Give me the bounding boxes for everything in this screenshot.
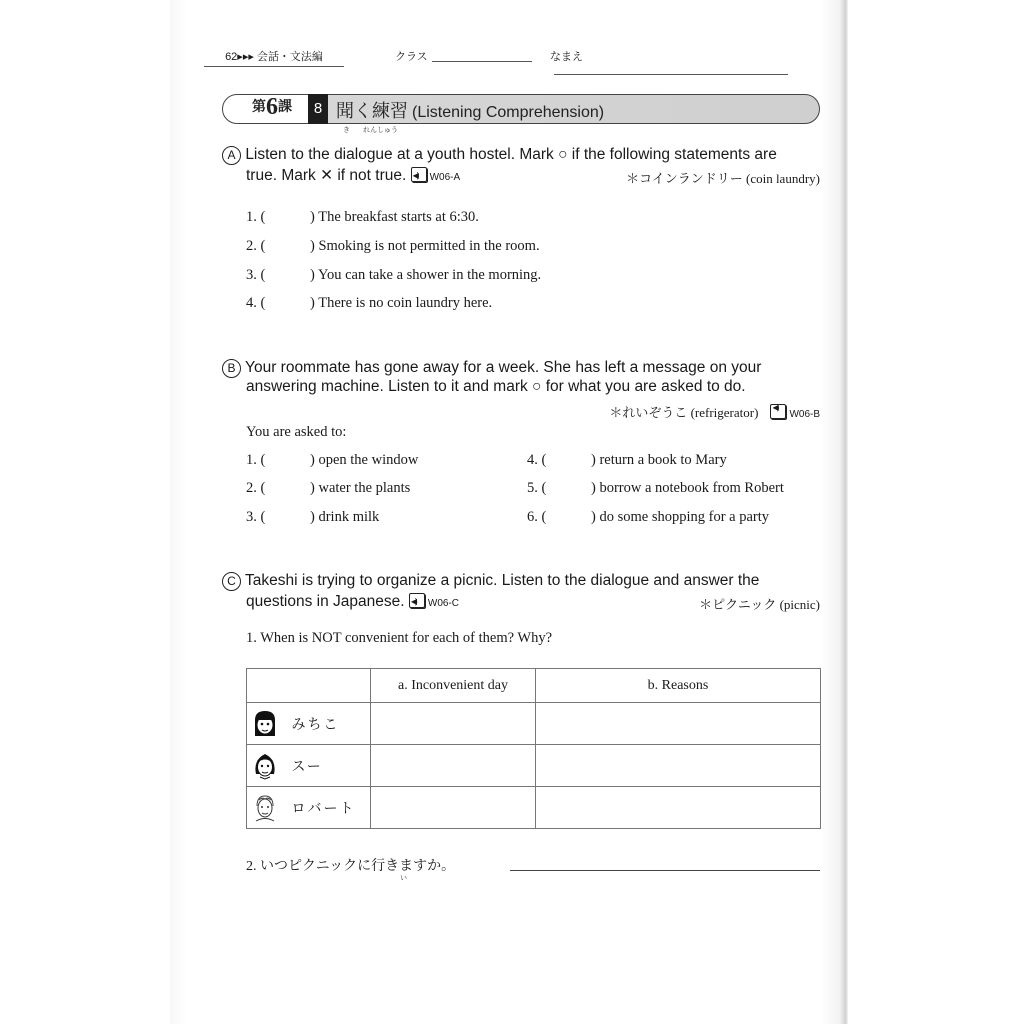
person-name: ロバート bbox=[291, 801, 356, 817]
item-number: 1. ( bbox=[246, 209, 266, 225]
statement-text: The breakfast starts at 6:30. bbox=[318, 209, 479, 225]
table-header-reasons: b. Reasons bbox=[536, 669, 821, 703]
task-text: return a book to Mary bbox=[599, 452, 727, 468]
section-b-line1: Your roommate has gone away for a week. She has left a message on your bbox=[245, 359, 762, 376]
section-b-note-row bbox=[609, 402, 820, 422]
item-number: 6. ( bbox=[527, 509, 547, 525]
lesson-suffix: 課 bbox=[278, 98, 292, 114]
list-item bbox=[246, 480, 410, 497]
reason-cell[interactable] bbox=[536, 703, 821, 745]
title-jp: 聞く練習 bbox=[336, 101, 408, 121]
list-item bbox=[527, 509, 769, 526]
lesson-banner bbox=[222, 94, 820, 124]
banner-title bbox=[336, 97, 604, 123]
list-item bbox=[527, 452, 727, 469]
item-number: 3. ( bbox=[246, 267, 266, 283]
book-spine-shadow bbox=[820, 0, 848, 1024]
answer-table bbox=[246, 668, 821, 829]
answer-blank[interactable]: ) bbox=[310, 238, 315, 254]
list-item bbox=[246, 209, 479, 226]
track-c: W06-C bbox=[427, 598, 459, 609]
page-book-label: 62▸▸▸ 会話・文法編 bbox=[204, 48, 344, 67]
statement-text: There is no coin laundry here. bbox=[318, 295, 493, 311]
audio-speaker-icon[interactable] bbox=[770, 404, 786, 419]
name-label: なまえ bbox=[550, 51, 583, 63]
answer-blank[interactable]: ) bbox=[310, 452, 315, 468]
section-a-line1: Listen to the dialogue at a youth hostel. Mark ○ if the following statements are bbox=[245, 146, 777, 163]
table-row bbox=[247, 703, 821, 745]
section-b-note: ＊れいぞうこ (refrigerator) bbox=[609, 405, 759, 420]
item-number: 3. ( bbox=[246, 509, 266, 525]
task-text: drink milk bbox=[318, 509, 380, 525]
task-text: water the plants bbox=[318, 480, 411, 496]
running-header bbox=[200, 48, 820, 68]
track-b: W06-B bbox=[789, 409, 820, 420]
question-2: 2. いつピクニックに行きますか。 bbox=[246, 859, 456, 874]
table-header-day: a. Inconvenient day bbox=[371, 669, 536, 703]
item-number: 4. ( bbox=[246, 295, 266, 311]
section-a-instruction bbox=[222, 145, 822, 165]
section-a-line2-row bbox=[246, 166, 460, 188]
lesson-prefix: 第 bbox=[252, 98, 266, 114]
answer-blank[interactable]: ) bbox=[310, 209, 315, 225]
answer-blank[interactable]: ) bbox=[310, 295, 315, 311]
lesson-number: 6 bbox=[266, 94, 278, 120]
statement-text: Smoking is not permitted in the room. bbox=[318, 238, 540, 254]
answer-blank[interactable]: ) bbox=[310, 480, 315, 496]
person-cell bbox=[247, 703, 371, 745]
inconvenient-day-cell[interactable] bbox=[371, 787, 536, 829]
list-item bbox=[527, 480, 784, 497]
name-input-line[interactable] bbox=[554, 74, 788, 75]
page-edge-shadow bbox=[170, 0, 188, 1024]
item-number: 2. ( bbox=[246, 238, 266, 254]
reason-cell[interactable] bbox=[536, 745, 821, 787]
furigana-renshu: れんしゅう bbox=[363, 126, 398, 134]
class-label: クラス bbox=[395, 51, 428, 63]
audio-speaker-icon[interactable] bbox=[409, 593, 425, 608]
table-row bbox=[247, 745, 821, 787]
item-number: 5. ( bbox=[527, 480, 547, 496]
person-cell bbox=[247, 787, 371, 829]
item-number: 2. ( bbox=[246, 480, 266, 496]
robert-face-icon bbox=[252, 794, 278, 822]
answer-blank[interactable]: ) bbox=[310, 267, 315, 283]
sue-face-icon bbox=[252, 752, 278, 780]
q2-furigana: い bbox=[400, 874, 407, 882]
answer-blank[interactable]: ) bbox=[591, 452, 596, 468]
answer-blank[interactable]: ) bbox=[591, 509, 596, 525]
lesson-label bbox=[252, 96, 292, 118]
table-row bbox=[247, 787, 821, 829]
name-field bbox=[550, 48, 820, 76]
section-c-line2: questions in Japanese. bbox=[246, 593, 405, 610]
section-b-instruction bbox=[222, 358, 822, 378]
section-c-note: ＊ピクニック (picnic) bbox=[699, 597, 820, 612]
person-name: スー bbox=[291, 759, 323, 775]
section-c-instruction bbox=[222, 571, 822, 591]
section-a-note: ＊コインランドリー (coin laundry) bbox=[626, 171, 820, 186]
reason-cell[interactable] bbox=[536, 787, 821, 829]
task-text: borrow a notebook from Robert bbox=[599, 480, 784, 496]
michiko-face-icon bbox=[252, 710, 278, 738]
task-text: open the window bbox=[318, 452, 419, 468]
section-a-letter: A bbox=[222, 146, 241, 165]
section-a-line2: true. Mark ✕ if not true. bbox=[246, 167, 407, 184]
list-item bbox=[246, 295, 492, 312]
section-c-line2-row bbox=[246, 592, 459, 614]
inconvenient-day-cell[interactable] bbox=[371, 745, 536, 787]
answer-blank[interactable]: ) bbox=[591, 480, 596, 496]
title-en: (Listening Comprehension) bbox=[412, 104, 605, 121]
furigana-ki: き bbox=[343, 126, 350, 134]
audio-speaker-icon[interactable] bbox=[411, 167, 427, 182]
class-field bbox=[395, 48, 532, 64]
item-number: 1. ( bbox=[246, 452, 266, 468]
section-number-box: 8 bbox=[308, 94, 328, 124]
class-input-line[interactable] bbox=[432, 61, 532, 62]
question-1: 1. When is NOT convenient for each of them? Why? bbox=[246, 630, 553, 646]
item-number: 4. ( bbox=[527, 452, 547, 468]
list-item bbox=[246, 267, 541, 284]
person-cell bbox=[247, 745, 371, 787]
list-item bbox=[246, 452, 418, 469]
statement-text: You can take a shower in the morning. bbox=[317, 267, 542, 283]
list-item bbox=[246, 238, 540, 255]
q2-answer-line[interactable] bbox=[510, 870, 820, 871]
table-header-empty bbox=[247, 669, 371, 703]
section-c-line1: Takeshi is trying to organize a picnic. Listen to the dialogue and answer the bbox=[245, 572, 760, 589]
section-b-prompt: You are asked to: bbox=[246, 424, 347, 440]
section-b-line2: answering machine. Listen to it and mark ○ for what you are asked to do. bbox=[246, 378, 746, 395]
section-b-letter: B bbox=[222, 359, 241, 378]
list-item bbox=[246, 509, 379, 526]
inconvenient-day-cell[interactable] bbox=[371, 703, 536, 745]
table-header-row bbox=[247, 669, 821, 703]
track-a: W06-A bbox=[429, 172, 461, 183]
person-name: みちこ bbox=[291, 717, 340, 733]
answer-blank[interactable]: ) bbox=[310, 509, 315, 525]
section-c-letter: C bbox=[222, 572, 241, 591]
task-text: do some shopping for a party bbox=[599, 509, 770, 525]
